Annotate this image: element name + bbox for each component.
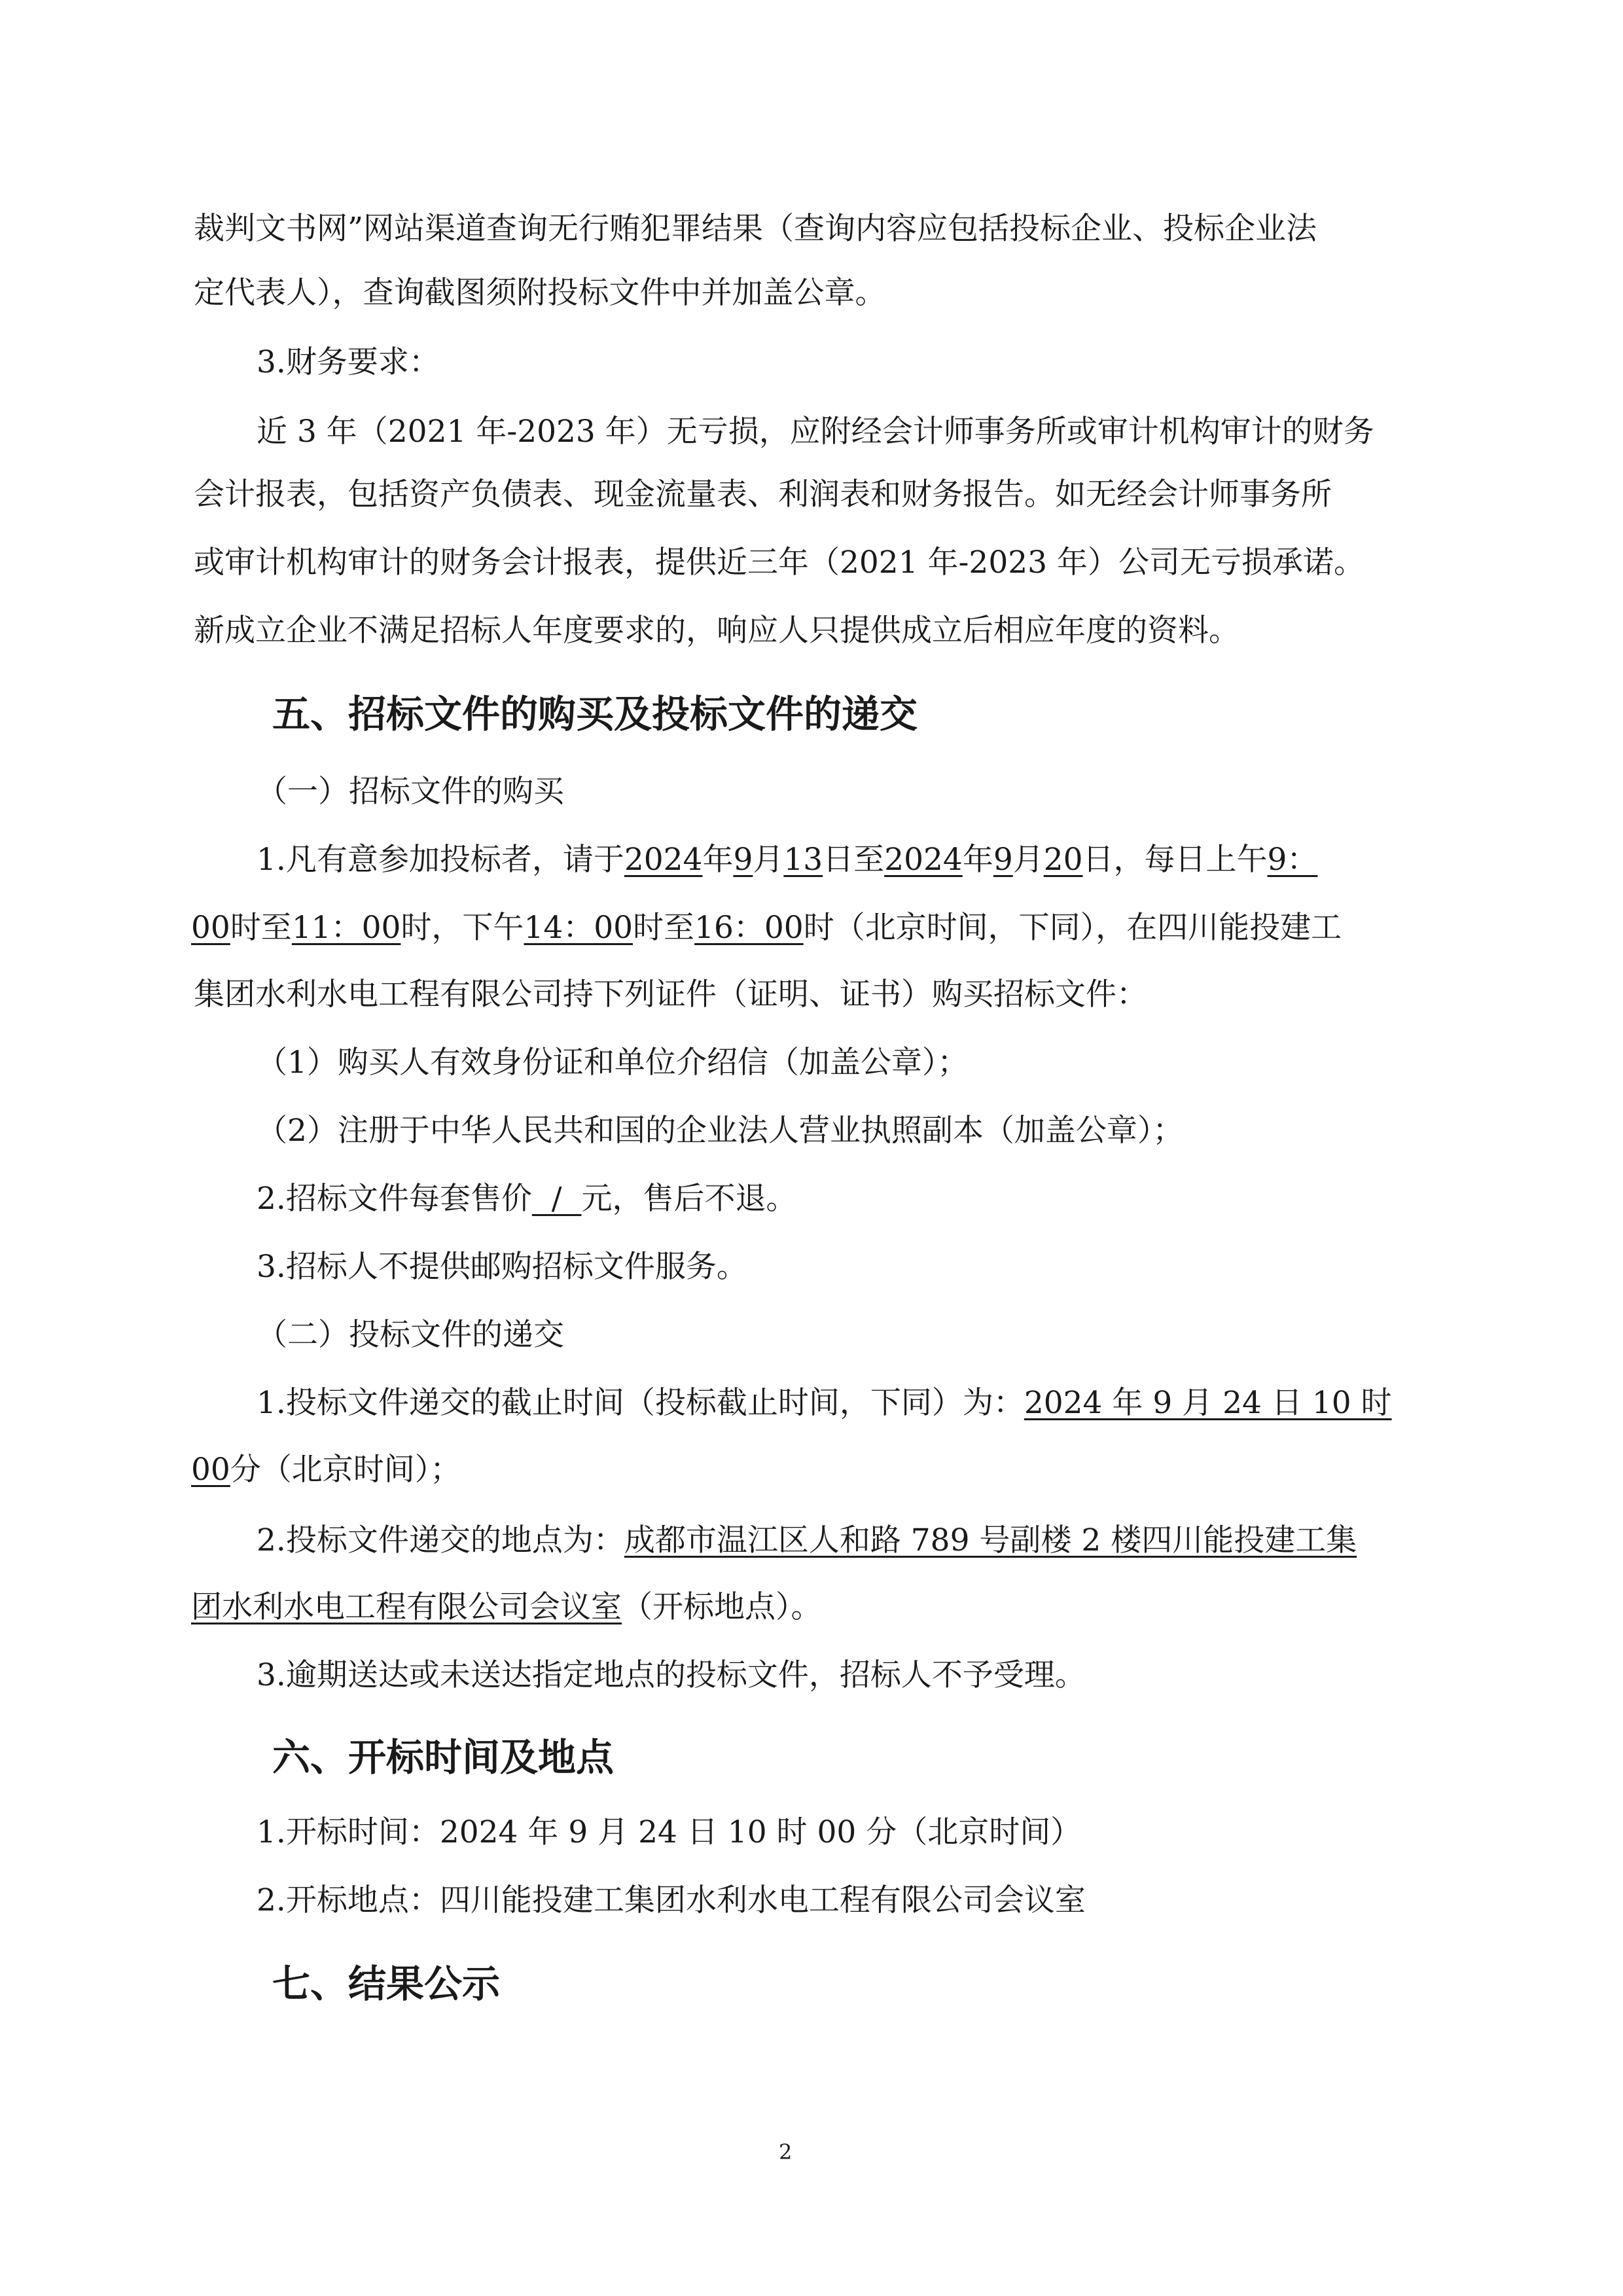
list-item: 3.招标人不提供邮购招标文件服务。 — [257, 1249, 747, 1285]
purchase-period-line: 1.凡有意参加投标者，请于2024年9月13日至2024年9月20日，每日上午9： — [257, 842, 1318, 878]
location-line-2: 团水利水电工程有限公司会议室（开标地点）。 — [191, 1589, 822, 1625]
para-line: 或审计机构审计的财务会计报表，提供近三年（2021 年-2023 年）公司无亏损承诺。 — [194, 545, 1364, 581]
opening-place: 2.开标地点：四川能投建工集团水利水电工程有限公司会议室 — [257, 1882, 1086, 1918]
deadline-line: 1.投标文件递交的截止时间（投标截止时间，下同）为：2024 年 9 月 24 日 10 时 — [257, 1385, 1392, 1421]
para-line: 集团水利水电工程有限公司持下列证件（证明、证书）购买招标文件： — [194, 977, 1147, 1013]
financial-requirement-title: 3.财务要求： — [257, 344, 440, 380]
price-line: 2.招标文件每套售价 / 元，售后不退。 — [257, 1181, 797, 1217]
location-line: 2.投标文件递交的地点为：成都市温江区人和路 789 号副楼 2 楼四川能投建工集 — [257, 1522, 1357, 1558]
list-item: 3.逾期送达或未送达指定地点的投标文件，招标人不予受理。 — [257, 1657, 1086, 1693]
subsection-heading: （一）招标文件的购买 — [257, 774, 564, 810]
para-line: 新成立企业不满足招标人年度要求的，响应人只提供成立后相应年度的资料。 — [194, 613, 1240, 649]
opening-time: 1.开标时间：2024 年 9 月 24 日 10 时 00 分（北京时间） — [257, 1814, 1082, 1850]
page-number: 2 — [779, 2140, 793, 2164]
list-item: （1）购买人有效身份证和单位介绍信（加盖公章）； — [257, 1045, 969, 1081]
list-item: （2）注册于中华人民共和国的企业法人营业执照副本（加盖公章）； — [257, 1113, 1184, 1149]
para-line: 裁判文书网”网站渠道查询无行贿犯罪结果（查询内容应包括投标企业、投标企业法 — [194, 211, 1317, 247]
subsection-heading: （二）投标文件的递交 — [257, 1317, 564, 1353]
deadline-line-2: 00分（北京时间）； — [191, 1452, 461, 1488]
section-heading-5: 五、招标文件的购买及投标文件的递交 — [272, 692, 918, 736]
purchase-hours-line: 00时至11：00时，下午14：00时至16：00时（北京时间，下同），在四川能投建工 — [191, 910, 1342, 946]
section-heading-7: 七、结果公示 — [272, 1962, 501, 2006]
para-line: 近 3 年（2021 年-2023 年）无亏损，应附经会计师事务所或审计机构审计的财务 — [257, 414, 1374, 450]
para-line: 定代表人），查询截图须附投标文件中并加盖公章。 — [194, 275, 886, 311]
para-line: 会计报表，包括资产负债表、现金流量表、利润表和财务报告。如无经会计师事务所 — [194, 476, 1332, 512]
section-heading-6: 六、开标时间及地点 — [272, 1735, 615, 1780]
